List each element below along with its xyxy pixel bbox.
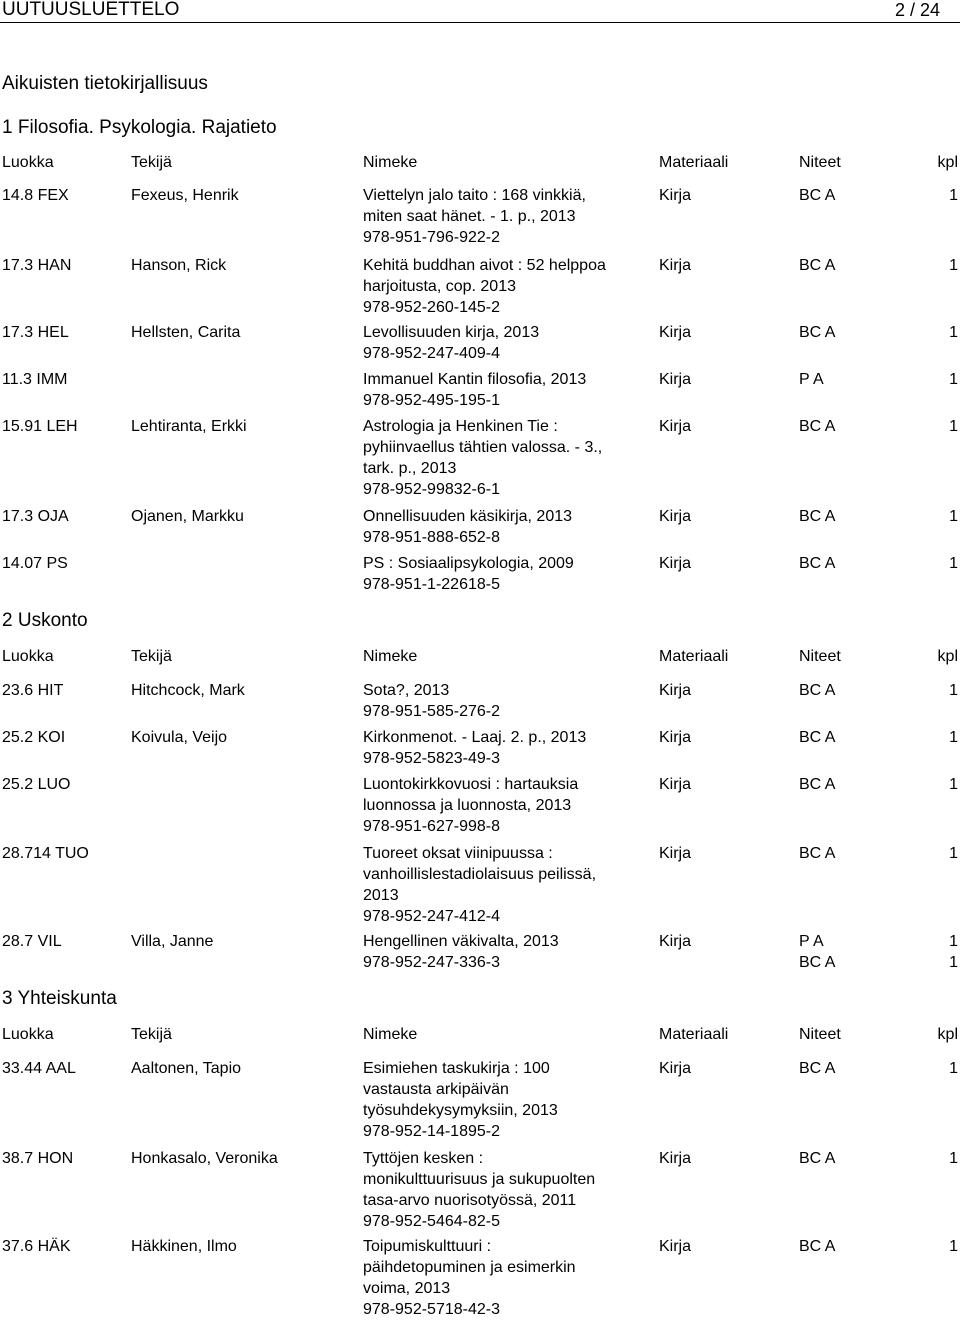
table-row — [0, 774, 960, 837]
nimeke-line: Toipumiskulttuuri : — [363, 1238, 492, 1255]
cell-materiaali: Kirja — [659, 845, 692, 862]
cell-tekija: Koivula, Veijo — [131, 729, 228, 746]
table-row — [0, 1148, 960, 1232]
cell-nimeke — [363, 255, 606, 318]
table-row — [0, 416, 960, 500]
niteet-line: BC A — [799, 954, 836, 971]
category-heading: Aikuisten tietokirjallisuus — [2, 73, 208, 94]
niteet-line: BC A — [799, 257, 836, 274]
kpl-line: 1 — [949, 682, 958, 699]
kpl-line: 1 — [949, 508, 958, 525]
nimeke-line: 978-952-5823-49-3 — [363, 750, 500, 767]
cell-luokka: 11.3 IMM — [2, 371, 68, 388]
cell-tekija: Aaltonen, Tapio — [131, 1060, 242, 1077]
niteet-line: BC A — [799, 1150, 836, 1167]
nimeke-line: Tuoreet oksat viinipuussa : — [363, 845, 553, 862]
nimeke-line: työsuhdekysymyksiin, 2013 — [363, 1102, 558, 1119]
kpl-line: 1 — [949, 845, 958, 862]
cell-materiaali: Kirja — [659, 418, 692, 435]
niteet-line: P A — [799, 933, 824, 950]
cell-kpl — [949, 506, 958, 527]
section-heading: 1 Filosofia. Psykologia. Rajatieto — [2, 117, 277, 138]
nimeke-line: 978-952-260-145-2 — [363, 299, 500, 316]
cell-kpl — [949, 185, 958, 206]
nimeke-line: 978-952-5464-82-5 — [363, 1213, 500, 1230]
section-heading: 2 Uskonto — [2, 610, 88, 631]
cell-niteet — [799, 369, 824, 390]
niteet-line: BC A — [799, 324, 836, 341]
kpl-line: 1 — [949, 187, 958, 204]
cell-materiaali: Kirja — [659, 508, 692, 525]
cell-luokka: 25.2 KOI — [2, 729, 66, 746]
table-row — [0, 1236, 960, 1320]
cell-niteet — [799, 322, 835, 343]
cell-niteet — [799, 185, 835, 206]
cell-luokka: 23.6 HIT — [2, 682, 64, 699]
cell-tekija: Hellsten, Carita — [131, 324, 241, 341]
cell-nimeke — [363, 1236, 576, 1320]
column-header-materiaali: Materiaali — [659, 1026, 729, 1043]
table-row — [0, 931, 960, 973]
kpl-line: 1 — [949, 1060, 958, 1077]
cell-luokka: 25.2 LUO — [2, 776, 71, 793]
nimeke-line: 978-952-247-409-4 — [363, 345, 500, 362]
cell-luokka: 15.91 LEH — [2, 418, 78, 435]
cell-materiaali: Kirja — [659, 187, 692, 204]
table-row — [0, 727, 960, 769]
column-header-niteet: Niteet — [799, 1026, 841, 1043]
cell-materiaali: Kirja — [659, 1150, 692, 1167]
cell-kpl — [949, 931, 958, 973]
nimeke-line: Immanuel Kantin filosofia, 2013 — [363, 371, 587, 388]
kpl-line: 1 — [949, 933, 958, 950]
cell-niteet — [799, 931, 835, 973]
kpl-line: 1 — [949, 954, 958, 971]
cell-materiaali: Kirja — [659, 324, 692, 341]
cell-luokka: 17.3 HAN — [2, 257, 72, 274]
cell-materiaali: Kirja — [659, 371, 692, 388]
niteet-line: BC A — [799, 187, 836, 204]
cell-nimeke — [363, 185, 586, 248]
cell-niteet — [799, 843, 835, 864]
cell-nimeke — [363, 553, 574, 595]
cell-tekija: Honkasalo, Veronika — [131, 1150, 278, 1167]
column-header-niteet: Niteet — [799, 648, 841, 665]
document-title: UUTUUSLUETTELO — [2, 0, 180, 20]
cell-tekija: Häkkinen, Ilmo — [131, 1238, 237, 1255]
table-row — [0, 322, 960, 364]
column-header-materiaali: Materiaali — [659, 154, 729, 171]
cell-niteet — [799, 553, 835, 574]
cell-tekija: Ojanen, Markku — [131, 508, 244, 525]
cell-kpl — [949, 774, 958, 795]
nimeke-line: 978-952-247-412-4 — [363, 908, 500, 925]
column-header-luokka: Luokka — [2, 154, 54, 171]
column-header-tekija: Tekijä — [131, 154, 172, 171]
nimeke-line: 978-952-99832-6-1 — [363, 481, 500, 498]
kpl-line: 1 — [949, 776, 958, 793]
nimeke-line: Luontokirkkovuosi : hartauksia — [363, 776, 579, 793]
page-header — [0, 0, 960, 23]
nimeke-line: 978-951-796-922-2 — [363, 229, 500, 246]
kpl-line: 1 — [949, 418, 958, 435]
nimeke-line: tasa-arvo nuorisotyössä, 2011 — [363, 1192, 577, 1209]
column-header-luokka: Luokka — [2, 648, 54, 665]
kpl-line: 1 — [949, 555, 958, 572]
nimeke-line: 978-951-585-276-2 — [363, 703, 500, 720]
nimeke-line: Kirkonmenot. - Laaj. 2. p., 2013 — [363, 729, 587, 746]
nimeke-line: vanhoillislestadiolaisuus peilissä, — [363, 866, 597, 883]
cell-kpl — [949, 322, 958, 343]
cell-niteet — [799, 727, 835, 748]
cell-luokka: 38.7 HON — [2, 1150, 74, 1167]
table-row — [0, 843, 960, 927]
cell-nimeke — [363, 322, 539, 364]
nimeke-line: Hengellinen väkivalta, 2013 — [363, 933, 559, 950]
column-header-luokka: Luokka — [2, 1026, 54, 1043]
nimeke-line: 978-952-14-1895-2 — [363, 1123, 500, 1140]
nimeke-line: 978-952-247-336-3 — [363, 954, 500, 971]
niteet-line: BC A — [799, 418, 836, 435]
niteet-line: BC A — [799, 845, 836, 862]
table-row — [0, 680, 960, 722]
cell-kpl — [949, 416, 958, 437]
nimeke-line: 978-952-495-195-1 — [363, 392, 500, 409]
cell-materiaali: Kirja — [659, 1238, 692, 1255]
cell-nimeke — [363, 680, 500, 722]
nimeke-line: Kehitä buddhan aivot : 52 helppoa — [363, 257, 606, 274]
cell-niteet — [799, 1058, 835, 1079]
page-number: 2 / 24 — [894, 0, 940, 20]
kpl-line: 1 — [949, 729, 958, 746]
column-header-kpl: kpl — [937, 154, 958, 171]
cell-luokka: 28.7 VIL — [2, 933, 62, 950]
cell-kpl — [949, 843, 958, 864]
cell-nimeke — [363, 506, 572, 548]
cell-nimeke — [363, 727, 586, 769]
cell-materiaali: Kirja — [659, 257, 692, 274]
kpl-line: 1 — [949, 324, 958, 341]
niteet-line: BC A — [799, 729, 836, 746]
cell-kpl — [949, 1058, 958, 1079]
cell-kpl — [949, 727, 958, 748]
column-header-tekija: Tekijä — [131, 1026, 172, 1043]
cell-luokka: 17.3 OJA — [2, 508, 69, 525]
kpl-line: 1 — [949, 1238, 958, 1255]
cell-materiaali: Kirja — [659, 682, 692, 699]
table-row — [0, 255, 960, 318]
cell-luokka: 28.714 TUO — [2, 845, 89, 862]
nimeke-line: monikulttuurisuus ja sukupuolten — [363, 1171, 596, 1188]
nimeke-line: tark. p., 2013 — [363, 460, 457, 477]
nimeke-line: pyhiinvaellus tähtien valossa. - 3., — [363, 439, 603, 456]
cell-tekija: Hitchcock, Mark — [131, 682, 245, 699]
cell-niteet — [799, 774, 835, 795]
cell-tekija: Fexeus, Henrik — [131, 187, 239, 204]
column-header-kpl: kpl — [937, 648, 958, 665]
column-header-nimeke: Nimeke — [363, 154, 418, 171]
nimeke-line: miten saat hänet. - 1. p., 2013 — [363, 208, 576, 225]
cell-materiaali: Kirja — [659, 933, 692, 950]
niteet-line: BC A — [799, 555, 836, 572]
cell-kpl — [949, 1236, 958, 1257]
niteet-line: BC A — [799, 508, 836, 525]
kpl-line: 1 — [949, 1150, 958, 1167]
cell-niteet — [799, 506, 835, 527]
cell-niteet — [799, 1148, 835, 1169]
nimeke-line: voima, 2013 — [363, 1280, 451, 1297]
cell-kpl — [949, 369, 958, 390]
cell-tekija: Hanson, Rick — [131, 257, 227, 274]
nimeke-line: PS : Sosiaalipsykologia, 2009 — [363, 555, 574, 572]
cell-nimeke — [363, 774, 578, 837]
cell-kpl — [949, 1148, 958, 1169]
nimeke-line: harjoitusta, cop. 2013 — [363, 278, 516, 295]
column-header-nimeke: Nimeke — [363, 648, 418, 665]
cell-nimeke — [363, 1058, 558, 1142]
nimeke-line: Viettelyn jalo taito : 168 vinkkiä, — [363, 187, 586, 204]
nimeke-line: 978-951-888-652-8 — [363, 529, 500, 546]
cell-materiaali: Kirja — [659, 555, 692, 572]
nimeke-line: luonnossa ja luonnosta, 2013 — [363, 797, 572, 814]
niteet-line: BC A — [799, 1060, 836, 1077]
column-header-tekija: Tekijä — [131, 648, 172, 665]
nimeke-line: Esimiehen taskukirja : 100 — [363, 1060, 550, 1077]
cell-niteet — [799, 1236, 835, 1257]
cell-nimeke — [363, 843, 596, 927]
cell-nimeke — [363, 416, 602, 500]
niteet-line: P A — [799, 371, 824, 388]
nimeke-line: 978-951-1-22618-5 — [363, 576, 500, 593]
table-row — [0, 369, 960, 411]
table-row — [0, 506, 960, 548]
cell-niteet — [799, 680, 835, 701]
cell-materiaali: Kirja — [659, 729, 692, 746]
column-header-materiaali: Materiaali — [659, 648, 729, 665]
niteet-line: BC A — [799, 1238, 836, 1255]
niteet-line: BC A — [799, 776, 836, 793]
cell-niteet — [799, 416, 835, 437]
cell-materiaali: Kirja — [659, 776, 692, 793]
nimeke-line: Tyttöjen kesken : — [363, 1150, 484, 1167]
table-row — [0, 1058, 960, 1142]
nimeke-line: 978-952-5718-42-3 — [363, 1301, 500, 1318]
table-row — [0, 553, 960, 595]
nimeke-line: Onnellisuuden käsikirja, 2013 — [363, 508, 573, 525]
cell-luokka: 37.6 HÄK — [2, 1238, 71, 1255]
nimeke-line: Astrologia ja Henkinen Tie : — [363, 418, 558, 435]
nimeke-line: 978-951-627-998-8 — [363, 818, 500, 835]
nimeke-line: Levollisuuden kirja, 2013 — [363, 324, 540, 341]
table-row — [0, 185, 960, 248]
column-header-niteet: Niteet — [799, 154, 841, 171]
niteet-line: BC A — [799, 682, 836, 699]
section-heading: 3 Yhteiskunta — [2, 988, 117, 1009]
nimeke-line: Sota?, 2013 — [363, 682, 450, 699]
cell-kpl — [949, 255, 958, 276]
cell-nimeke — [363, 369, 586, 411]
kpl-line: 1 — [949, 371, 958, 388]
column-header-kpl: kpl — [937, 1026, 958, 1043]
nimeke-line: vastausta arkipäivän — [363, 1081, 509, 1098]
cell-tekija: Villa, Janne — [131, 933, 214, 950]
cell-niteet — [799, 255, 835, 276]
nimeke-line: päihdetopuminen ja esimerkin — [363, 1259, 576, 1276]
cell-kpl — [949, 680, 958, 701]
nimeke-line: 2013 — [363, 887, 399, 904]
cell-nimeke — [363, 931, 559, 973]
cell-luokka: 14.07 PS — [2, 555, 68, 572]
cell-kpl — [949, 553, 958, 574]
column-header-nimeke: Nimeke — [363, 1026, 418, 1043]
cell-luokka: 17.3 HEL — [2, 324, 69, 341]
cell-luokka: 14.8 FEX — [2, 187, 69, 204]
kpl-line: 1 — [949, 257, 958, 274]
cell-materiaali: Kirja — [659, 1060, 692, 1077]
cell-tekija: Lehtiranta, Erkki — [131, 418, 247, 435]
cell-nimeke — [363, 1148, 595, 1232]
cell-luokka: 33.44 AAL — [2, 1060, 76, 1077]
